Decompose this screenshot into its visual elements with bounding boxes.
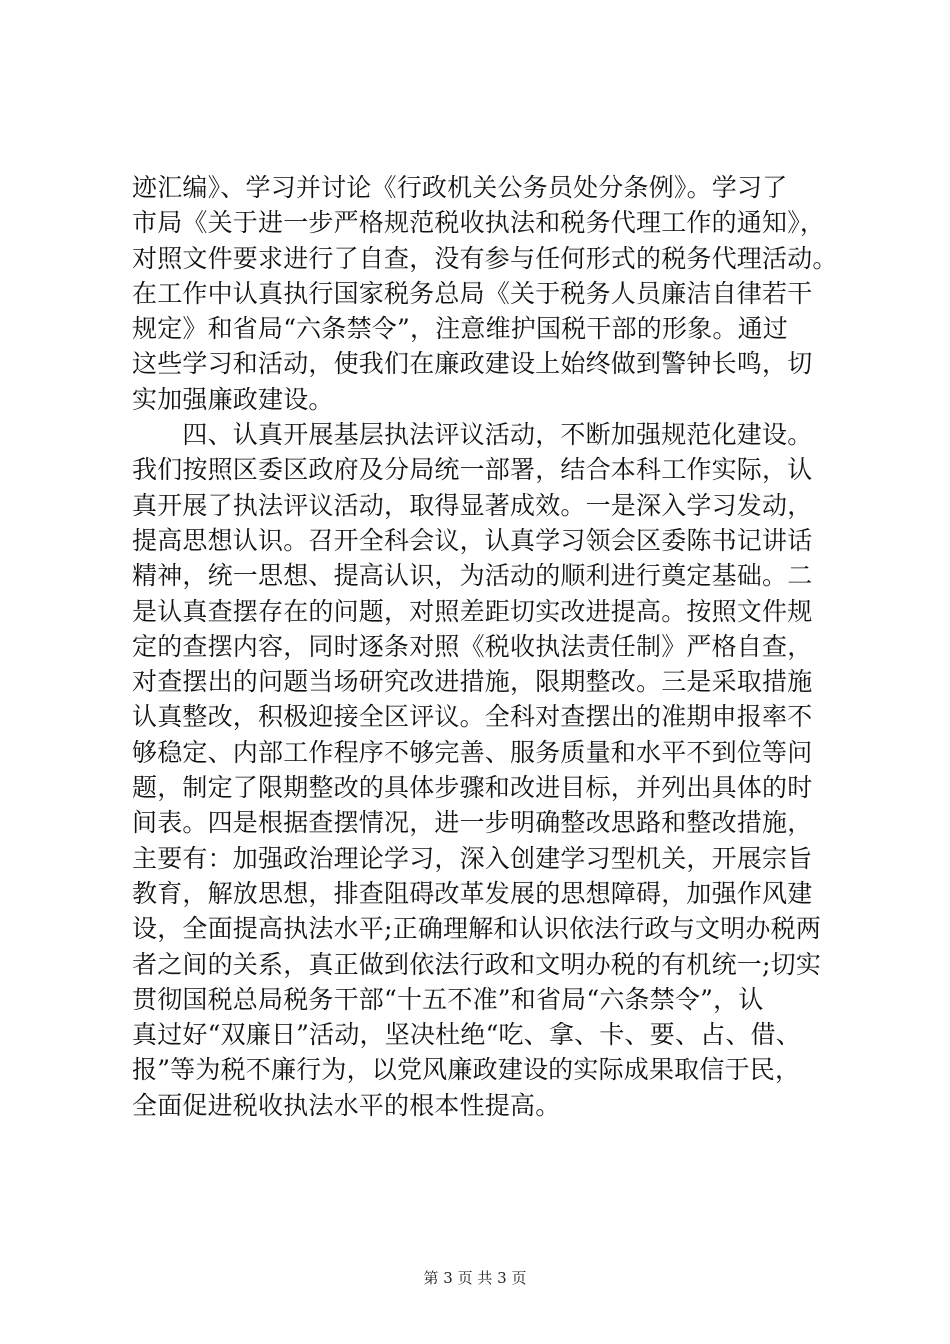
text-line: 精神，统一思想、提高认识，为活动的顺利进行奠定基础。二 (132, 561, 813, 591)
text-line: 认真整改，积极迎接全区评议。全科对查摆出的准期申报率不 (132, 702, 813, 732)
text-line: 提高思想认识。召开全科会议，认真学习领会区委陈书记讲话 (132, 525, 813, 555)
text-line: 在工作中认真执行国家税务总局《关于税务人员廉洁自律若干 (132, 278, 813, 308)
text-line: 对照文件要求进行了自查，没有参与任何形式的税务代理活动。 (132, 243, 838, 273)
text-line: 真开展了执法评议活动，取得显著成效。一是深入学习发动， (132, 490, 813, 520)
text-line: 对查摆出的问题当场研究改进措施，限期整改。三是采取措施 (132, 667, 813, 697)
text-line: 市局《关于进一步严格规范税收执法和税务代理工作的通知》， (132, 208, 826, 238)
text-line: 是认真查摆存在的问题，对照差距切实改进提高。按照文件规 (132, 596, 813, 626)
text-line: 间表。四是根据查摆情况，进一步明确整改思路和整改措施， (132, 808, 813, 838)
text-line: 我们按照区委区政府及分局统一部署，结合本科工作实际，认 (132, 455, 813, 485)
text-line: 教育，解放思想，排查阻碍改革发展的思想障碍，加强作风建 (132, 878, 813, 908)
text-line: 题，制定了限期整改的具体步骤和改进目标，并列出具体的时 (132, 773, 813, 803)
text-line: 全面促进税收执法水平的根本性提高。 (132, 1090, 561, 1120)
text-line: 迹汇编》、学习并讨论《行政机关公务员处分条例》。学习了 (132, 173, 788, 202)
text-line: 贯彻国税总局税务干部“十五不准”和省局“六条禁令”，认 (132, 984, 764, 1014)
text-line: 定的查摆内容，同时逐条对照《税收执法责任制》严格自查， (132, 631, 813, 661)
page-number-footer: 第 3 页 共 3 页 (423, 1269, 527, 1287)
text-line: 规定》和省局“六条禁令”，注意维护国税干部的形象。通过 (132, 314, 788, 344)
text-line: 设，全面提高执法水平;正确理解和认识依法行政与文明办税两 (132, 914, 822, 944)
section-heading-line: 四、认真开展基层执法评议活动，不断加强规范化建设。 (132, 420, 813, 450)
text-line: 者之间的关系，真正做到依法行政和文明办税的有机统一;切实 (132, 949, 822, 979)
document-body (132, 170, 852, 1123)
text-line: 真过好“双廉日”活动，坚决杜绝“吃、拿、卡、要、占、借、 (132, 1020, 801, 1050)
text-line: 主要有：加强政治理论学习，深入创建学习型机关，开展宗旨 (132, 843, 813, 873)
text-line: 报”等为税不廉行为，以党风廉政建设的实际成果取信于民， (132, 1055, 801, 1085)
text-line: 够稳定、内部工作程序不够完善、服务质量和水平不到位等问 (132, 737, 813, 767)
text-line: 这些学习和活动，使我们在廉政建设上始终做到警钟长鸣，切 (132, 349, 813, 379)
text-line: 实加强廉政建设。 (132, 384, 334, 414)
